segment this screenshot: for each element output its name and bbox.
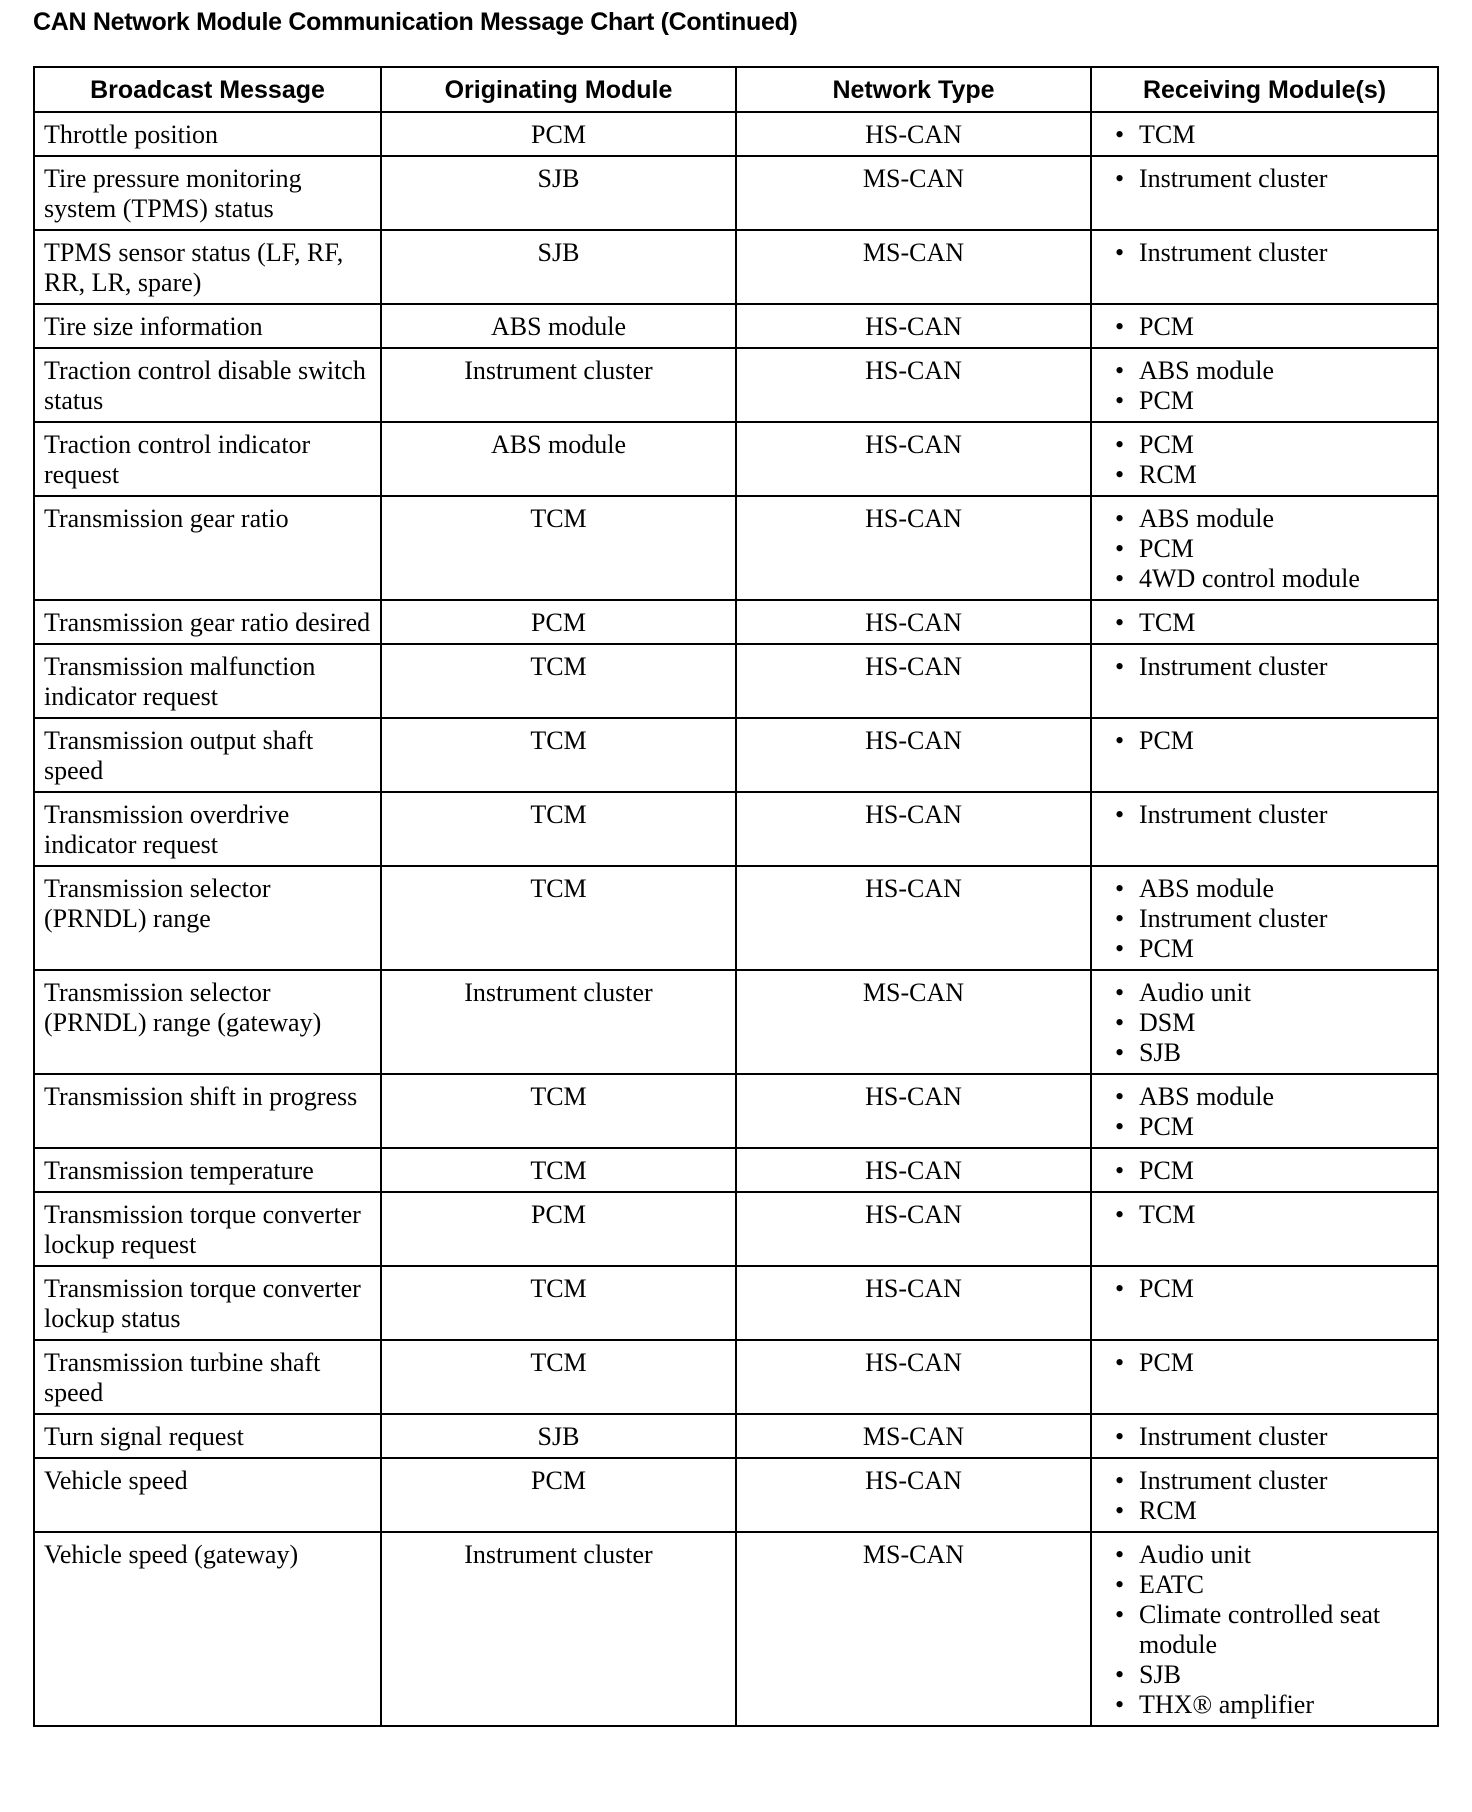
network-type-cell: HS-CAN: [736, 304, 1091, 348]
originating-module-cell: TCM: [381, 1148, 736, 1192]
receiving-module-item: • SJB: [1139, 1038, 1428, 1068]
receiving-modules-cell: [1091, 1414, 1438, 1458]
broadcast-message-cell: Transmission torque converter lockup request: [34, 1192, 381, 1266]
receiving-modules-list: [1101, 978, 1428, 1068]
receiving-modules-cell: [1091, 1340, 1438, 1414]
receiving-modules-cell: [1091, 718, 1438, 792]
receiving-modules-list: [1101, 356, 1428, 416]
broadcast-message-cell: Transmission shift in progress: [34, 1074, 381, 1148]
receiving-module-item: • Instrument cluster: [1139, 164, 1428, 194]
originating-module-cell: TCM: [381, 866, 736, 970]
receiving-modules-list: [1101, 1348, 1428, 1378]
receiving-modules-list: [1101, 608, 1428, 638]
receiving-module-item: • ABS module: [1139, 1082, 1428, 1112]
receiving-module-item: • RCM: [1139, 460, 1428, 490]
network-type-cell: HS-CAN: [736, 1458, 1091, 1532]
broadcast-message-cell: Transmission malfunction indicator request: [34, 644, 381, 718]
network-type-cell: MS-CAN: [736, 1414, 1091, 1458]
broadcast-message-cell: Transmission torque converter lockup status: [34, 1266, 381, 1340]
broadcast-message-cell: Transmission turbine shaft speed: [34, 1340, 381, 1414]
receiving-modules-list: [1101, 1466, 1428, 1526]
receiving-modules-list: [1101, 1274, 1428, 1304]
receiving-module-item: • RCM: [1139, 1496, 1428, 1526]
receiving-modules-cell: [1091, 1074, 1438, 1148]
table-row: [34, 348, 1438, 422]
broadcast-message-cell: Transmission gear ratio: [34, 496, 381, 600]
receiving-modules-list: [1101, 504, 1428, 594]
receiving-modules-list: [1101, 164, 1428, 194]
broadcast-message-cell: Tire pressure monitoring system (TPMS) status: [34, 156, 381, 230]
receiving-module-item: • DSM: [1139, 1008, 1428, 1038]
receiving-module-item: • ABS module: [1139, 874, 1428, 904]
receiving-modules-cell: [1091, 496, 1438, 600]
receiving-module-item: • PCM: [1139, 534, 1428, 564]
receiving-modules-list: [1101, 726, 1428, 756]
broadcast-message-cell: Traction control indicator request: [34, 422, 381, 496]
table-row: [34, 112, 1438, 156]
table-row: [34, 644, 1438, 718]
receiving-modules-list: [1101, 1422, 1428, 1452]
originating-module-cell: TCM: [381, 1266, 736, 1340]
originating-module-cell: SJB: [381, 1414, 736, 1458]
network-type-cell: MS-CAN: [736, 156, 1091, 230]
network-type-cell: HS-CAN: [736, 866, 1091, 970]
table-row: [34, 1458, 1438, 1532]
broadcast-message-cell: Transmission output shaft speed: [34, 718, 381, 792]
table-row: [34, 1266, 1438, 1340]
originating-module-cell: TCM: [381, 718, 736, 792]
receiving-modules-list: [1101, 800, 1428, 830]
receiving-module-item: • PCM: [1139, 934, 1428, 964]
receiving-module-item: • EATC: [1139, 1570, 1428, 1600]
column-header-receiving-modules: Receiving Module(s): [1091, 67, 1438, 112]
table-row: [34, 156, 1438, 230]
receiving-module-item: • PCM: [1139, 430, 1428, 460]
receiving-modules-cell: [1091, 1192, 1438, 1266]
table-row: [34, 304, 1438, 348]
originating-module-cell: Instrument cluster: [381, 970, 736, 1074]
receiving-module-item: • Instrument cluster: [1139, 800, 1428, 830]
table-row: [34, 1532, 1438, 1726]
receiving-module-item: • Audio unit: [1139, 978, 1428, 1008]
network-type-cell: HS-CAN: [736, 644, 1091, 718]
receiving-module-item: • ABS module: [1139, 504, 1428, 534]
receiving-module-item: • PCM: [1139, 1274, 1428, 1304]
originating-module-cell: ABS module: [381, 304, 736, 348]
receiving-modules-list: [1101, 430, 1428, 490]
network-type-cell: HS-CAN: [736, 422, 1091, 496]
receiving-module-item: • PCM: [1139, 1348, 1428, 1378]
originating-module-cell: PCM: [381, 600, 736, 644]
originating-module-cell: TCM: [381, 1340, 736, 1414]
receiving-module-item: • TCM: [1139, 1200, 1428, 1230]
receiving-modules-cell: [1091, 866, 1438, 970]
originating-module-cell: ABS module: [381, 422, 736, 496]
table-row: [34, 230, 1438, 304]
receiving-modules-cell: [1091, 112, 1438, 156]
network-type-cell: HS-CAN: [736, 1148, 1091, 1192]
originating-module-cell: TCM: [381, 1074, 736, 1148]
network-type-cell: HS-CAN: [736, 1192, 1091, 1266]
originating-module-cell: Instrument cluster: [381, 1532, 736, 1726]
receiving-module-item: • PCM: [1139, 726, 1428, 756]
broadcast-message-cell: Vehicle speed: [34, 1458, 381, 1532]
table-row: [34, 1192, 1438, 1266]
table-row: [34, 792, 1438, 866]
receiving-modules-cell: [1091, 304, 1438, 348]
originating-module-cell: SJB: [381, 230, 736, 304]
receiving-modules-cell: [1091, 1532, 1438, 1726]
receiving-module-item: • PCM: [1139, 386, 1428, 416]
receiving-modules-cell: [1091, 644, 1438, 718]
receiving-modules-cell: [1091, 422, 1438, 496]
network-type-cell: HS-CAN: [736, 1340, 1091, 1414]
broadcast-message-cell: Turn signal request: [34, 1414, 381, 1458]
table-row: [34, 1148, 1438, 1192]
network-type-cell: HS-CAN: [736, 348, 1091, 422]
network-type-cell: MS-CAN: [736, 970, 1091, 1074]
originating-module-cell: TCM: [381, 792, 736, 866]
receiving-modules-list: [1101, 1540, 1428, 1720]
column-header-originating-module: Originating Module: [381, 67, 736, 112]
receiving-module-item: • TCM: [1139, 120, 1428, 150]
receiving-module-item: • Instrument cluster: [1139, 652, 1428, 682]
originating-module-cell: Instrument cluster: [381, 348, 736, 422]
broadcast-message-cell: Transmission selector (PRNDL) range (gateway): [34, 970, 381, 1074]
receiving-module-item: • Instrument cluster: [1139, 1466, 1428, 1496]
network-type-cell: HS-CAN: [736, 112, 1091, 156]
receiving-modules-cell: [1091, 348, 1438, 422]
receiving-modules-list: [1101, 120, 1428, 150]
receiving-modules-list: [1101, 312, 1428, 342]
network-type-cell: MS-CAN: [736, 1532, 1091, 1726]
broadcast-message-cell: Transmission selector (PRNDL) range: [34, 866, 381, 970]
receiving-module-item: • Instrument cluster: [1139, 238, 1428, 268]
broadcast-message-cell: Traction control disable switch status: [34, 348, 381, 422]
receiving-modules-list: [1101, 874, 1428, 964]
table-row: [34, 600, 1438, 644]
receiving-module-item: • ABS module: [1139, 356, 1428, 386]
receiving-module-item: • TCM: [1139, 608, 1428, 638]
originating-module-cell: SJB: [381, 156, 736, 230]
receiving-modules-list: [1101, 1082, 1428, 1142]
receiving-modules-cell: [1091, 792, 1438, 866]
receiving-modules-list: [1101, 238, 1428, 268]
broadcast-message-cell: Transmission overdrive indicator request: [34, 792, 381, 866]
receiving-modules-list: [1101, 1200, 1428, 1230]
broadcast-message-cell: Vehicle speed (gateway): [34, 1532, 381, 1726]
receiving-modules-cell: [1091, 1148, 1438, 1192]
receiving-module-item: • PCM: [1139, 312, 1428, 342]
receiving-modules-cell: [1091, 600, 1438, 644]
receiving-module-item: • Climate controlled seat module: [1139, 1600, 1428, 1660]
receiving-modules-cell: [1091, 230, 1438, 304]
network-type-cell: HS-CAN: [736, 496, 1091, 600]
originating-module-cell: PCM: [381, 112, 736, 156]
network-type-cell: HS-CAN: [736, 1266, 1091, 1340]
receiving-module-item: • THX® amplifier: [1139, 1690, 1428, 1720]
table-row: [34, 1340, 1438, 1414]
receiving-modules-cell: [1091, 1266, 1438, 1340]
network-type-cell: HS-CAN: [736, 718, 1091, 792]
broadcast-message-cell: Throttle position: [34, 112, 381, 156]
column-header-network-type: Network Type: [736, 67, 1091, 112]
table-row: [34, 866, 1438, 970]
table-row: [34, 496, 1438, 600]
receiving-module-item: • Instrument cluster: [1139, 1422, 1428, 1452]
receiving-modules-list: [1101, 652, 1428, 682]
receiving-modules-cell: [1091, 970, 1438, 1074]
receiving-module-item: • Instrument cluster: [1139, 904, 1428, 934]
table-row: [34, 1414, 1438, 1458]
originating-module-cell: TCM: [381, 644, 736, 718]
page-title: CAN Network Module Communication Message Chart (Continued): [33, 8, 798, 36]
receiving-module-item: • PCM: [1139, 1156, 1428, 1186]
network-type-cell: MS-CAN: [736, 230, 1091, 304]
originating-module-cell: PCM: [381, 1192, 736, 1266]
table-row: [34, 1074, 1438, 1148]
receiving-modules-list: [1101, 1156, 1428, 1186]
originating-module-cell: TCM: [381, 496, 736, 600]
broadcast-message-cell: Transmission gear ratio desired: [34, 600, 381, 644]
receiving-modules-cell: [1091, 156, 1438, 230]
table-header-row: [34, 67, 1438, 112]
broadcast-message-cell: TPMS sensor status (LF, RF, RR, LR, spare): [34, 230, 381, 304]
receiving-module-item: • PCM: [1139, 1112, 1428, 1142]
network-type-cell: HS-CAN: [736, 792, 1091, 866]
receiving-module-item: • SJB: [1139, 1660, 1428, 1690]
network-type-cell: HS-CAN: [736, 1074, 1091, 1148]
receiving-module-item: • Audio unit: [1139, 1540, 1428, 1570]
column-header-broadcast-message: Broadcast Message: [34, 67, 381, 112]
receiving-module-item: • 4WD control module: [1139, 564, 1428, 594]
table-row: [34, 422, 1438, 496]
table-body: [34, 112, 1438, 1726]
table-row: [34, 718, 1438, 792]
table-row: [34, 970, 1438, 1074]
receiving-modules-cell: [1091, 1458, 1438, 1532]
originating-module-cell: PCM: [381, 1458, 736, 1532]
broadcast-message-cell: Transmission temperature: [34, 1148, 381, 1192]
broadcast-message-cell: Tire size information: [34, 304, 381, 348]
message-chart-table: [33, 66, 1439, 1727]
network-type-cell: HS-CAN: [736, 600, 1091, 644]
